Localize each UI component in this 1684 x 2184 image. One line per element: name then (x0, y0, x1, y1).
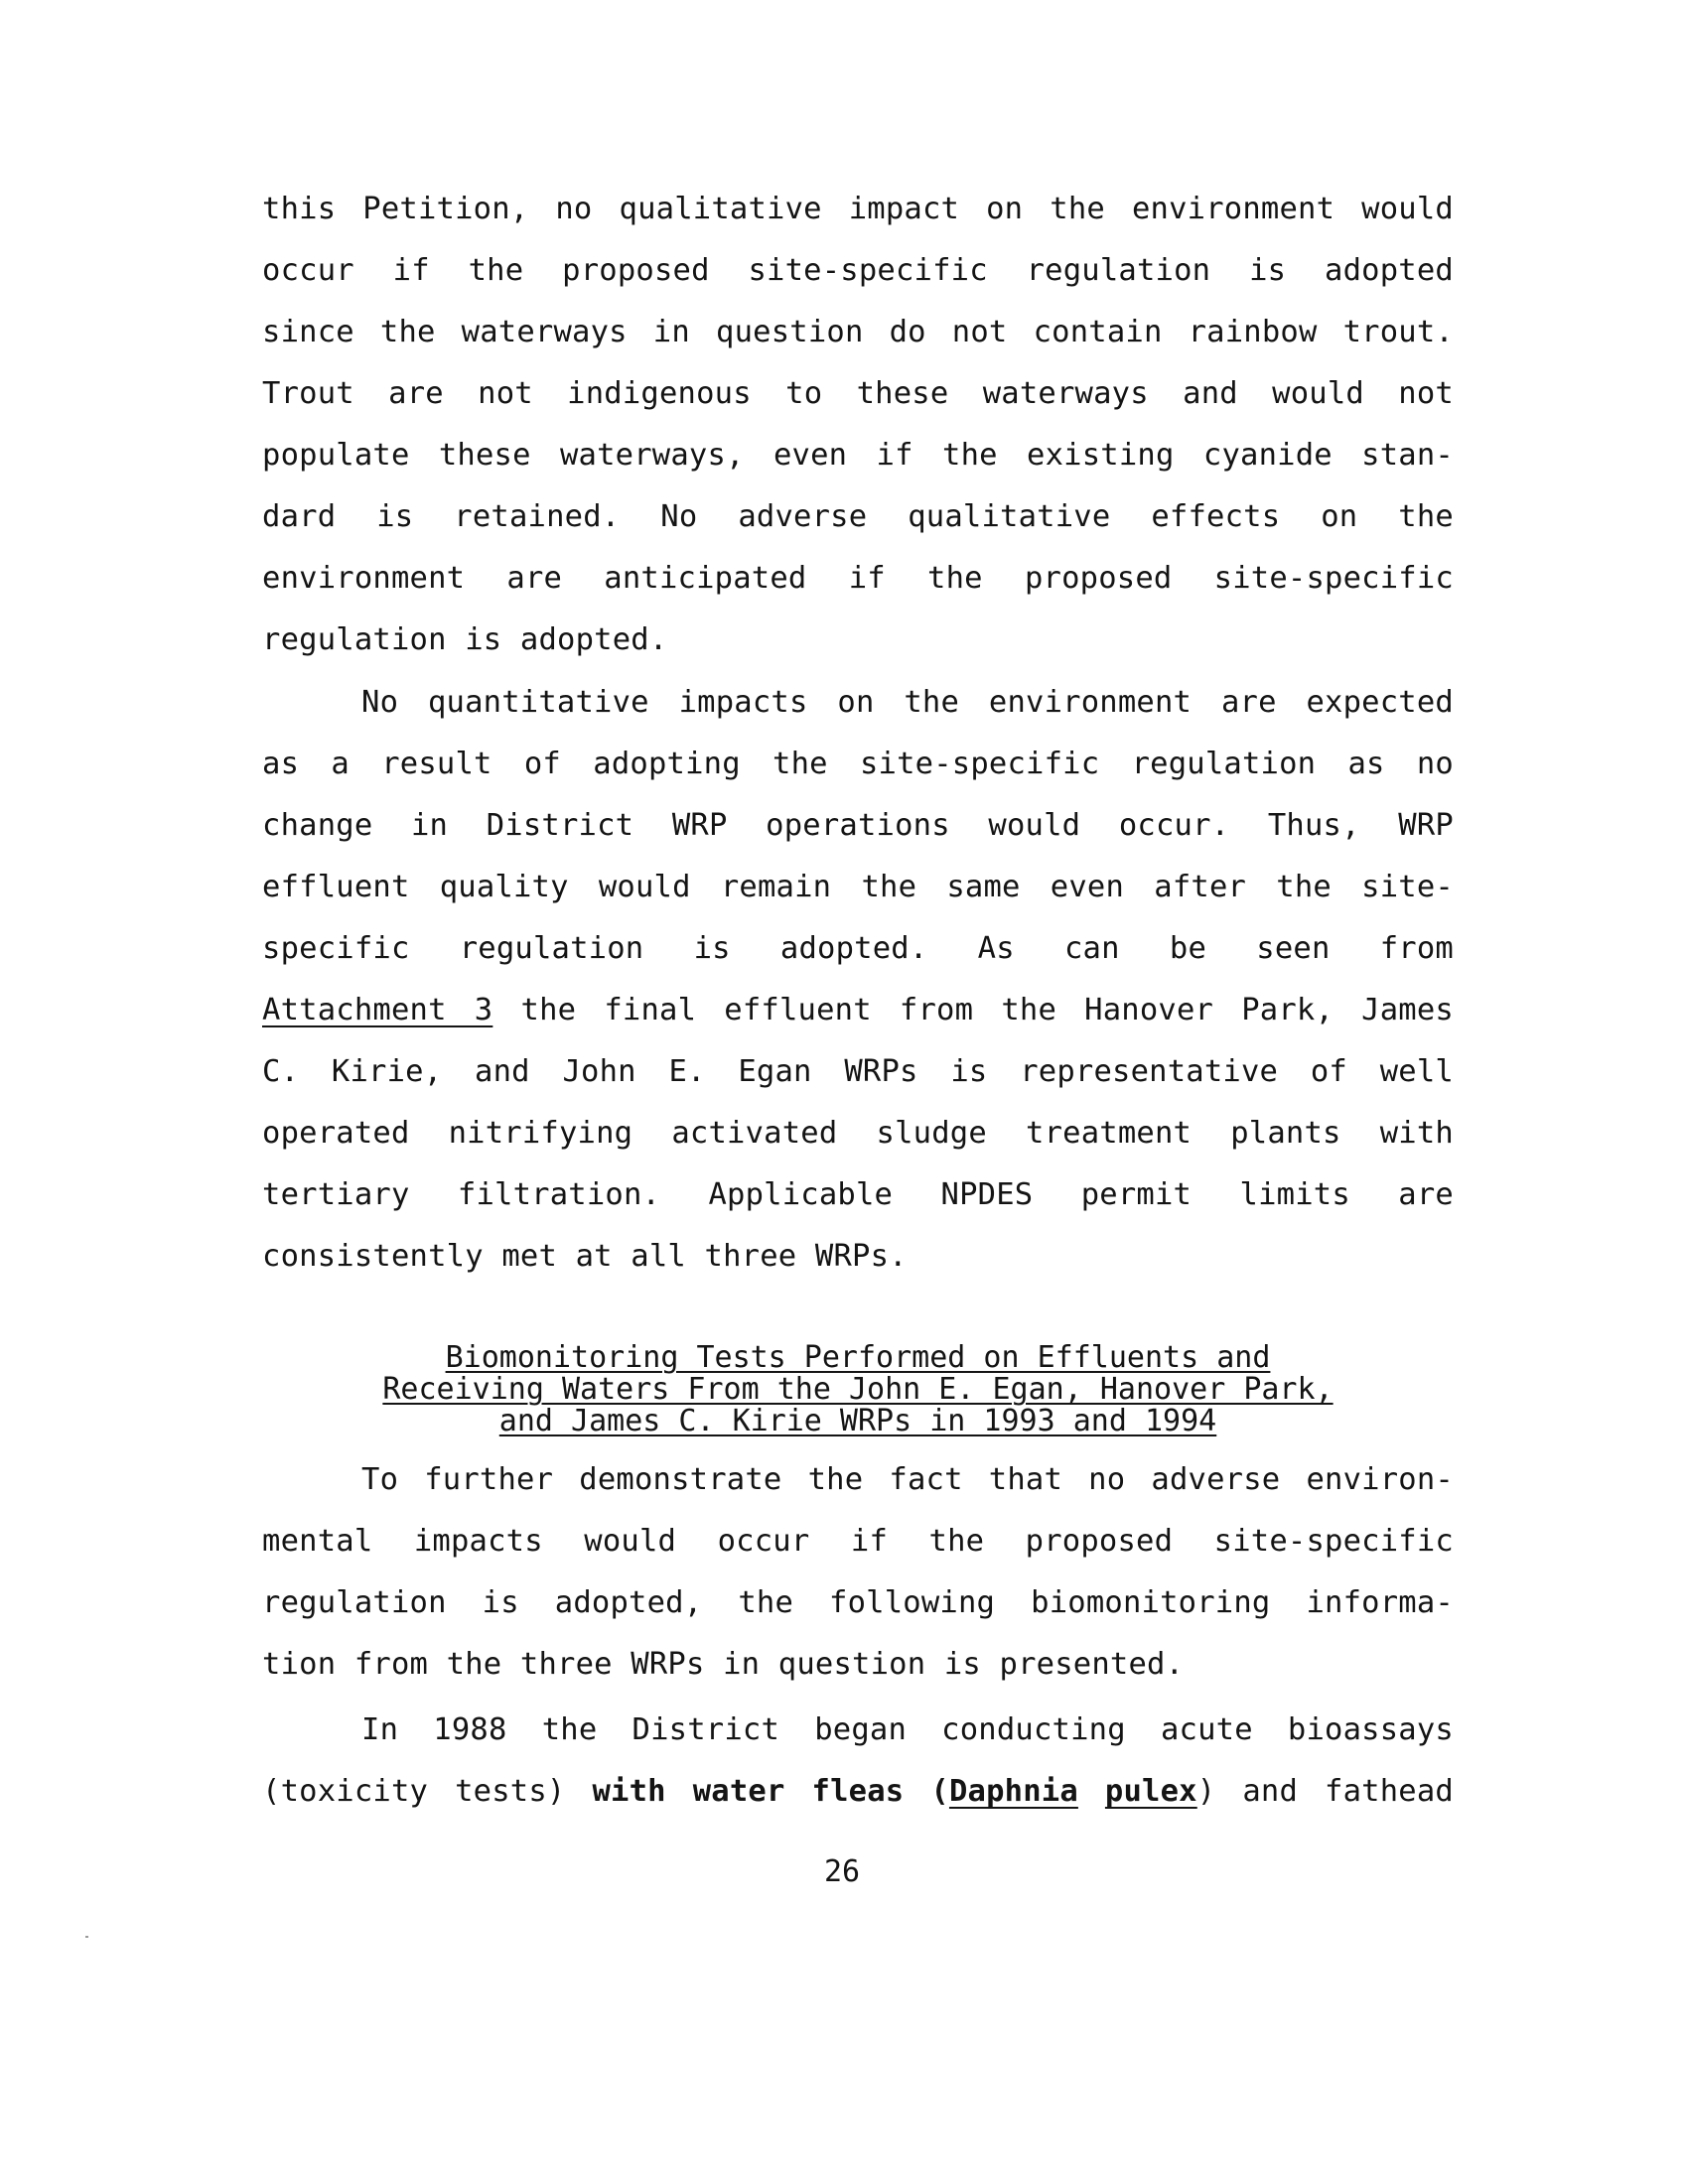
paragraph-3 (262, 1449, 1454, 1696)
heading-line: and James C. Kirie WRPs in 1993 and 1994 (498, 1404, 1217, 1438)
text-line: regulation is adopted. (262, 622, 668, 657)
text-fragment: the final effluent from the Hanover Park, James (520, 993, 1454, 1027)
text-line: change in District WRP operations would occur. Thus, WRP (262, 808, 1454, 843)
text-line: specific regulation is adopted. As can be seen from (262, 931, 1454, 966)
text-line: regulation is adopted, the following biomonitoring informa- (262, 1585, 1454, 1620)
text-line: occur if the proposed site-specific regulation is adopted (262, 253, 1454, 288)
paragraph-4 (262, 1700, 1454, 1823)
text-line: To further demonstrate the fact that no adverse environ- (361, 1462, 1454, 1497)
text-line: environment are anticipated if the proposed site-specific (262, 561, 1454, 596)
text-fragment: ( (904, 1774, 949, 1809)
paragraph-2 (262, 672, 1454, 1288)
text-line: since the waterways in question do not contain rainbow trout. (262, 315, 1454, 349)
text-line: consistently met at all three WRPs. (262, 1239, 908, 1274)
genus-name: Daphnia (948, 1774, 1078, 1809)
section-heading (262, 1342, 1454, 1437)
text-fragment (1078, 1774, 1105, 1809)
text-line: mental impacts would occur if the proposed site-specific (262, 1524, 1454, 1559)
bold-text: with water fleas (592, 1774, 905, 1809)
text-line: tion from the three WRPs in question is presented. (262, 1647, 1185, 1682)
heading-line: Biomonitoring Tests Performed on Effluents and (445, 1340, 1271, 1375)
text-fragment: (toxicity tests) (262, 1774, 593, 1809)
text-fragment: ) and fathead (1196, 1774, 1454, 1809)
text-line: Trout are not indigenous to these waterways and would not (262, 376, 1454, 411)
text-line: dard is retained. No adverse qualitative effects on the (262, 499, 1454, 534)
attachment-reference: Attachment 3 (262, 993, 493, 1027)
text-line: as a result of adopting the site-specific regulation as no (262, 747, 1454, 781)
text-line: In 1988 the District began conducting acute bioassays (361, 1712, 1454, 1747)
text-line: C. Kirie, and John E. Egan WRPs is representative of well (262, 1054, 1454, 1089)
text-line: this Petition, no qualitative impact on the environment would (262, 192, 1454, 226)
text-line-with-species (262, 1761, 1454, 1823)
page-number: 26 (823, 1854, 861, 1889)
text-line: populate these waterways, even if the existing cyanide stan- (262, 438, 1454, 473)
species-name: pulex (1104, 1774, 1197, 1809)
paragraph-1 (262, 179, 1454, 671)
text-line: operated nitrifying activated sludge treatment plants with (262, 1116, 1454, 1151)
heading-line: Receiving Waters From the John E. Egan, Hanover Park, (382, 1372, 1333, 1407)
text-line: No quantitative impacts on the environment are expected (361, 685, 1454, 720)
scan-speck (85, 1936, 88, 1938)
text-line-with-reference (262, 980, 1454, 1041)
text-line: effluent quality would remain the same even after the site- (262, 870, 1454, 904)
text-line: tertiary filtration. Applicable NPDES permit limits are (262, 1177, 1454, 1212)
